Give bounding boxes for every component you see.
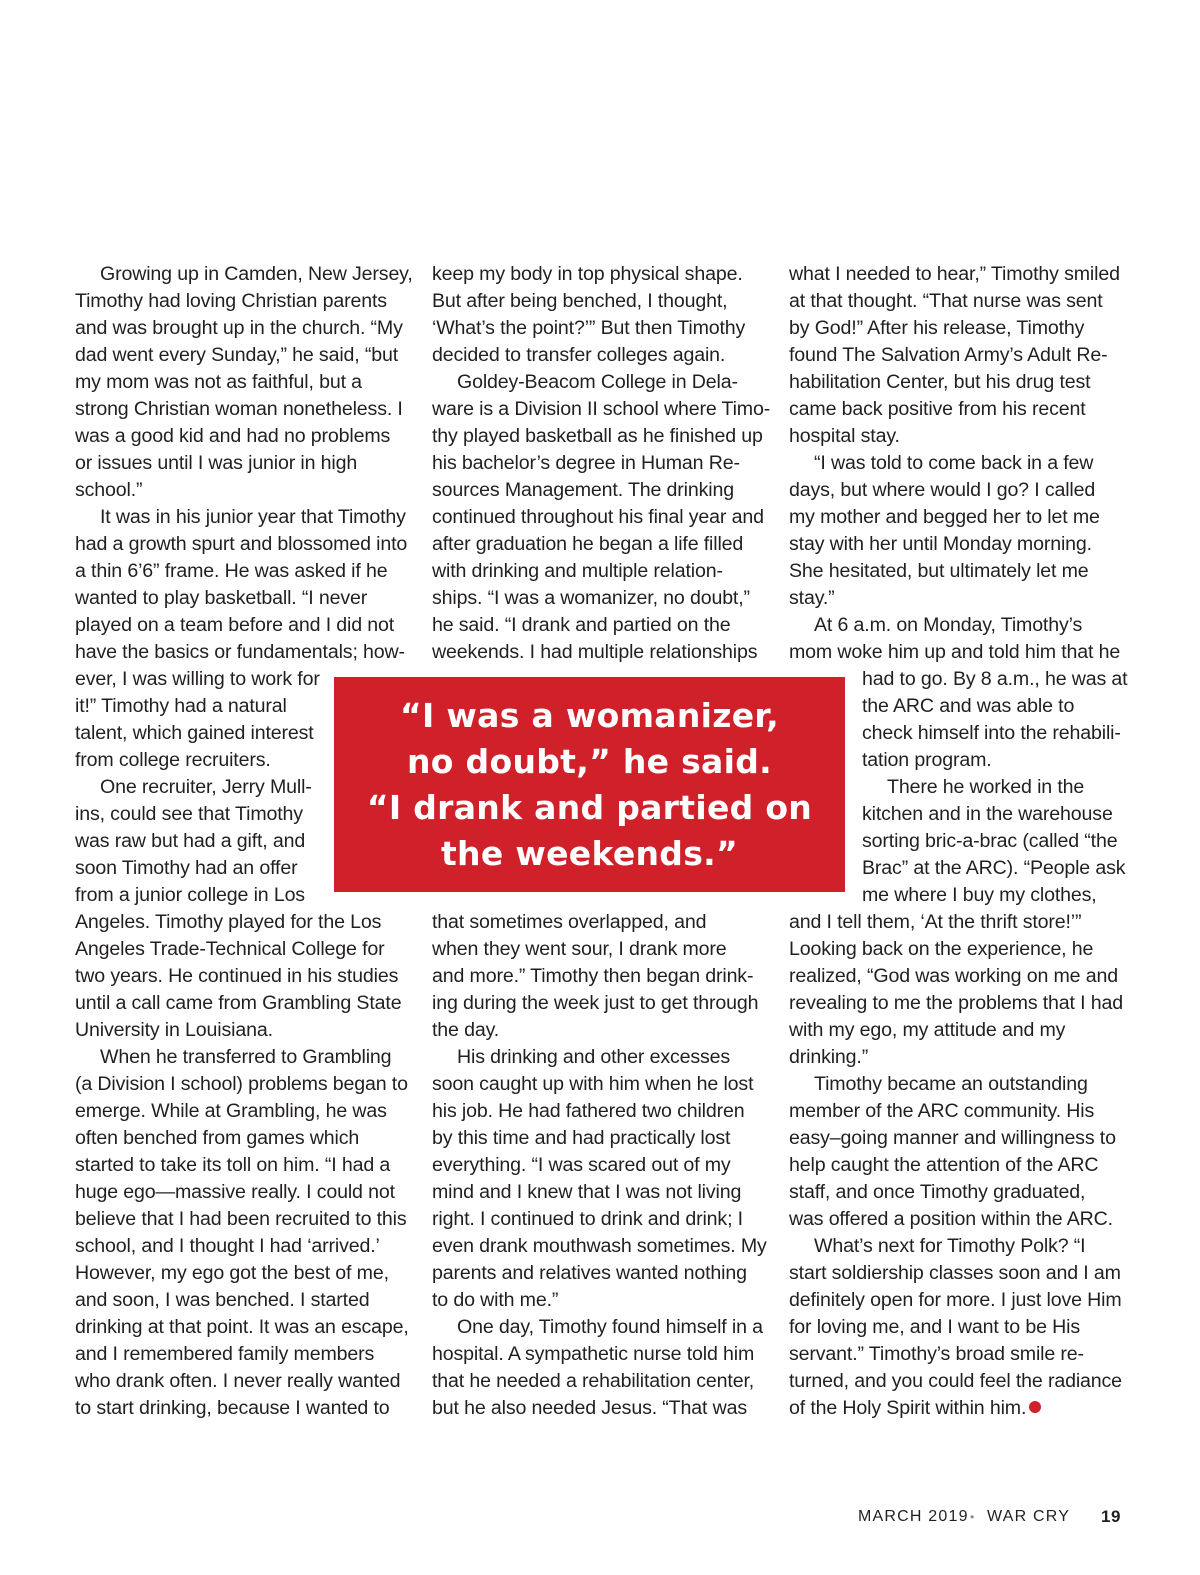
article-text-line: by God!” After his release, Timothy — [789, 317, 1085, 339]
article-text-line: University in Louisiana. — [75, 1019, 273, 1041]
article-text-line: habilitation Center, but his drug test — [789, 371, 1091, 393]
article-text-line: school.” — [75, 479, 143, 501]
article-text-line: Looking back on the experience, he — [789, 938, 1094, 960]
article-text-line: Goldey-Beacom College in Dela- — [457, 371, 738, 393]
article-text-line: often benched from games which — [75, 1127, 360, 1149]
article-text-line: soon caught up with him when he lost — [432, 1073, 754, 1095]
article-text-line: two years. He continued in his studies — [75, 965, 399, 987]
article-text-line: keep my body in top physical shape. — [432, 263, 743, 285]
article-text-line: was offered a position within the ARC. — [789, 1208, 1113, 1230]
article-text-line: check himself into the rehabili- — [862, 722, 1121, 744]
article-text-line: However, my ego got the best of me, — [75, 1262, 389, 1284]
article-text-line: or issues until I was junior in high — [75, 452, 358, 474]
article-text-line: At 6 a.m. on Monday, Timothy’s — [814, 614, 1083, 636]
article-text-line: drinking at that point. It was an escape, — [75, 1316, 409, 1338]
article-text-line: strong Christian woman nonetheless. I — [75, 398, 403, 420]
article-text-line: stay with her until Monday morning. — [789, 533, 1092, 555]
article-text-line: It was in his junior year that Timothy — [100, 506, 406, 528]
article-text-line: school, and I thought I had ‘arrived.’ — [75, 1235, 380, 1257]
article-text-line: days, but where would I go? I called — [789, 479, 1096, 501]
article-text-line: mom woke him up and told him that he — [789, 641, 1121, 663]
article-text-line: huge ego—massive really. I could not — [75, 1181, 395, 1203]
article-text-line: continued throughout his final year and — [432, 506, 764, 528]
article-text-line: When he transferred to Grambling — [100, 1046, 392, 1068]
article-text-line: at that thought. “That nurse was sent — [789, 290, 1103, 312]
article-text-line: and more.” Timothy then began drink- — [432, 965, 754, 987]
article-text-line: What’s next for Timothy Polk? “I — [814, 1235, 1086, 1257]
article-text-line: sorting bric-a-brac (called “the — [862, 830, 1118, 852]
article-text-line: turned, and you could feel the radiance — [789, 1370, 1122, 1392]
article-text-line: with drinking and multiple relation- — [432, 560, 723, 582]
article-text-line: started to take its toll on him. “I had a — [75, 1154, 391, 1176]
article-text-line: ware is a Division II school where Timo- — [432, 398, 771, 420]
article-text-line: staff, and once Timothy graduated, — [789, 1181, 1086, 1203]
article-text-line: what I needed to hear,” Timothy smiled — [789, 263, 1120, 285]
article-text-line: the day. — [432, 1019, 500, 1041]
pull-quote-line: “I was a womanizer, — [400, 695, 779, 735]
article-text-line: after graduation he began a life filled — [432, 533, 744, 555]
article-text-line: for loving me, and I want to be His — [789, 1316, 1080, 1338]
article-text-line: decided to transfer colleges again. — [432, 344, 726, 366]
article-text-line: hospital. A sympathetic nurse told him — [432, 1343, 755, 1365]
article-text-line: ever, I was willing to work for — [75, 668, 320, 690]
article-text-line: who drank often. I never really wanted — [75, 1370, 401, 1392]
article-text-line: me where I buy my clothes, — [862, 884, 1097, 906]
article-text-line: was raw but had a gift, and — [75, 830, 306, 852]
article-text-line: ins, could see that Timothy — [75, 803, 303, 825]
article-text-line: There he worked in the — [887, 776, 1085, 798]
article-text-line: even drank mouthwash sometimes. My — [432, 1235, 767, 1257]
article-text-line: His drinking and other excesses — [457, 1046, 731, 1068]
pull-quote-line: “I drank and partied on — [366, 787, 813, 827]
article-text-line: talent, which gained interest — [75, 722, 314, 744]
article-text-line: dad went every Sunday,” he said, “but — [75, 344, 399, 366]
article-text-line: Angeles. Timothy played for the Los — [75, 911, 382, 933]
article-text-line: Timothy became an outstanding — [814, 1073, 1088, 1095]
article-text-line: Angeles Trade-Technical College for — [75, 938, 385, 960]
article-text-line: the ARC and was able to — [862, 695, 1075, 717]
article-text-line: sources Management. The drinking — [432, 479, 734, 501]
footer-magazine-name: WAR CRY — [987, 1508, 1071, 1525]
article-text-line: ‘What’s the point?’” But then Timothy — [432, 317, 746, 339]
article-text-line: ships. “I was a womanizer, no doubt,” — [432, 587, 750, 609]
article-text-line: start soldiership classes soon and I am — [789, 1262, 1121, 1284]
article-text-line: from a junior college in Los — [75, 884, 305, 906]
article-text-line: Timothy had loving Christian parents — [75, 290, 387, 312]
article-text-line: that sometimes overlapped, and — [432, 911, 707, 933]
article-text-line: kitchen and in the warehouse — [862, 803, 1113, 825]
article-text-line: played on a team before and I did not — [75, 614, 395, 636]
article-text-line: when they went sour, I drank more — [432, 938, 727, 960]
article-text-line: of the Holy Spirit within him. — [789, 1397, 1027, 1419]
article-text-line: had to go. By 8 a.m., he was at — [862, 668, 1128, 690]
article-text-line: weekends. I had multiple relationships — [432, 641, 758, 663]
pull-quote — [334, 677, 845, 892]
article-text-line: my mom was not as faithful, but a — [75, 371, 362, 393]
article-text-line: One recruiter, Jerry Mull- — [100, 776, 312, 798]
footer-separator: • — [970, 1510, 976, 1524]
article-text-line: wanted to play basketball. “I never — [75, 587, 368, 609]
article-text-line: and I remembered family members — [75, 1343, 375, 1365]
article-text-line: hospital stay. — [789, 425, 900, 447]
article-text-line: definitely open for more. I just love Him — [789, 1289, 1122, 1311]
article-text-line: a thin 6’6” frame. He was asked if he — [75, 560, 388, 582]
article-text-line: but he also needed Jesus. “That was — [432, 1397, 747, 1419]
article-text-line: She hesitated, but ultimately let me — [789, 560, 1089, 582]
article-text-line: parents and relatives wanted nothing — [432, 1262, 747, 1284]
footer-date: MARCH 2019 — [858, 1508, 969, 1525]
article-text-line: had a growth spurt and blossomed into — [75, 533, 408, 555]
pull-quote-line: no doubt,” he said. — [407, 741, 772, 781]
article-text-line: was a good kid and had no problems — [75, 425, 391, 447]
article-text-line: tation program. — [862, 749, 992, 771]
article-text-line: emerge. While at Grambling, he was — [75, 1100, 387, 1122]
article-text-line: Growing up in Camden, New Jersey, — [100, 263, 413, 285]
article-text-line: member of the ARC community. His — [789, 1100, 1095, 1122]
article-text-line: by this time and had practically lost — [432, 1127, 731, 1149]
article-text-line: my mother and begged her to let me — [789, 506, 1100, 528]
article-text-line: his bachelor’s degree in Human Re- — [432, 452, 740, 474]
article-text-line: and soon, I was benched. I started — [75, 1289, 370, 1311]
article-text-line: to start drinking, because I wanted to — [75, 1397, 390, 1419]
article-text-line: and was brought up in the church. “My — [75, 317, 403, 339]
article-text-line: ing during the week just to get through — [432, 992, 759, 1014]
article-text-line: One day, Timothy found himself in a — [457, 1316, 763, 1338]
article-text-line: right. I continued to drink and drink; I — [432, 1208, 743, 1230]
article-text-line: everything. “I was scared out of my — [432, 1154, 731, 1176]
page-number: 19 — [1101, 1507, 1121, 1526]
article-text-line: easy–going manner and willingness to — [789, 1127, 1116, 1149]
article-text-line: from college recruiters. — [75, 749, 271, 771]
article-text-line: help caught the attention of the ARC — [789, 1154, 1099, 1176]
end-of-article-icon — [1029, 1401, 1041, 1413]
article-text-line: revealing to me the problems that I had — [789, 992, 1123, 1014]
article-text-line: drinking.” — [789, 1046, 869, 1068]
article-text-line: to do with me.” — [432, 1289, 559, 1311]
article-text-line: it!” Timothy had a natural — [75, 695, 287, 717]
article-text-line: mind and I knew that I was not living — [432, 1181, 742, 1203]
article-text-line: But after being benched, I thought, — [432, 290, 728, 312]
article-text-line: have the basics or fundamentals; how- — [75, 641, 405, 663]
article-text-line: thy played basketball as he finished up — [432, 425, 763, 447]
article-text-line: that he needed a rehabilitation center, — [432, 1370, 755, 1392]
article-text-line: until a call came from Grambling State — [75, 992, 402, 1014]
article-text-line: “I was told to come back in a few — [814, 452, 1094, 474]
article-text-line: realized, “God was working on me and — [789, 965, 1118, 987]
article-text-line: servant.” Timothy’s broad smile re- — [789, 1343, 1084, 1365]
pull-quote-line: the weekends.” — [440, 833, 738, 873]
article-text-line: Brac” at the ARC). “People ask — [862, 857, 1126, 879]
article-text-line: came back positive from his recent — [789, 398, 1086, 420]
article-text-line: stay.” — [789, 587, 835, 609]
article-text-line: his job. He had fathered two children — [432, 1100, 745, 1122]
article-text-line: he said. “I drank and partied on the — [432, 614, 731, 636]
article-text-line: believe that I had been recruited to this — [75, 1208, 407, 1230]
article-text-line: and I tell them, ‘At the thrift store!’” — [789, 911, 1082, 933]
article-text-line: with my ego, my attitude and my — [789, 1019, 1066, 1041]
article-text-line: (a Division I school) problems began to — [75, 1073, 408, 1095]
article-text-line: soon Timothy had an offer — [75, 857, 298, 879]
article-text-line: found The Salvation Army’s Adult Re- — [789, 344, 1108, 366]
